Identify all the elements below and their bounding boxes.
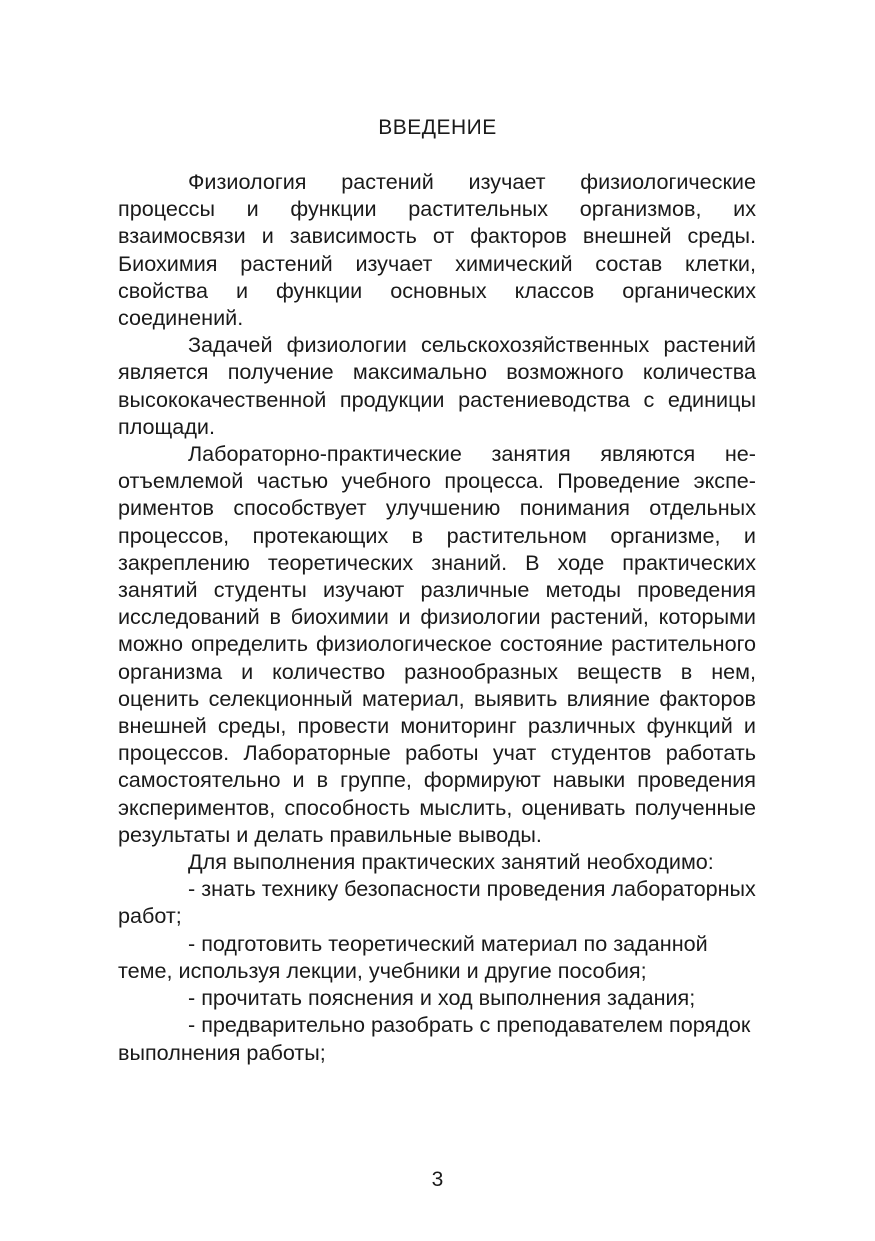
body-text [118,168,756,1066]
paragraph: Лабораторно-практические занятия являются неотъемлемой частью учебного процесса. Проведение экспериментов способствует улучшению понимания отдельных процессов, протекающих в растительном организме, и закреплению теоретических знаний. В ходе практических занятий студенты изучают различные методы проведения исследований в биохимии и физиологии растений, которыми можно определить физиологическое состояние растительного организма и количество разнообразных веществ в нем, оценить селекционный материал, выявить влияние факторов внешней среды, провести мониторинг различных функций и процессов. Лабораторные работы учат студентов работать самостоятельно и в группе, формируют навыки проведения экспериментов, способность мыслить, оценивать полученные результаты и делать правильные выводы. [118,441,756,847]
list-item: - знать технику безопасности проведения лабораторных работ; [118,876,756,929]
list-item: - предварительно разобрать с преподавателем порядок выполнения работы; [118,1012,751,1065]
list-intro: Для выполнения практических занятий необходимо: [188,849,714,875]
list-item: - подготовить теоретический материал по заданной теме, используя лекции, учебники и другие пособия; [118,930,708,983]
paragraph: Физиология растений изучает физиологические процессы и функции растительных организмов, их взаимосвязи и зависимость от факторов внешней среды. Биохимия растений изучает химический состав клетки, свойства и функции основных классов органических соединений. [118,169,756,331]
section-heading: ВВЕДЕНИЕ [378,116,497,139]
paragraph: Задачей физиологии сельскохозяйственных растений является получение максимально возможного количества высококачественной продукции растениеводства с единицы площади. [118,332,756,439]
list-item: - прочитать пояснения и ход выполнения задания; [188,985,696,1011]
page-number: 3 [431,1168,444,1191]
